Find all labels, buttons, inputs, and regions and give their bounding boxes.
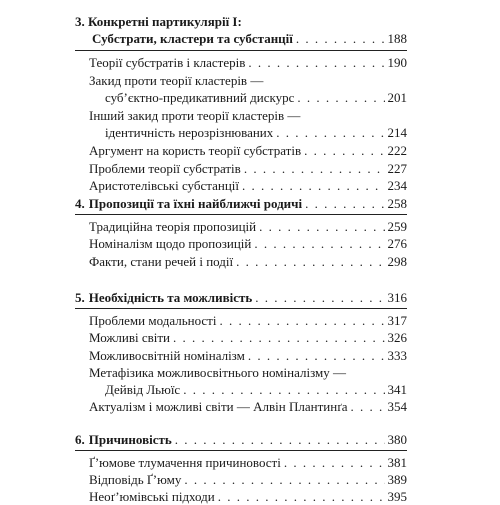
toc-entry[interactable]: Аристотелівські субстанції . . . 234	[89, 178, 407, 194]
leader-dots	[242, 178, 384, 194]
leader-dots	[248, 348, 385, 364]
chapter-4-number: 4.	[75, 196, 85, 211]
toc-entry[interactable]: Проблеми теорії субстратів . . . 227	[89, 161, 407, 177]
chapter-3-heading[interactable]	[92, 31, 407, 47]
toc-entry[interactable]: Відповідь Ґ’юму . . . 389	[89, 472, 407, 488]
toc-entry[interactable]: Теорії субстратів і кластерів . . . 190	[89, 55, 407, 71]
toc-entry[interactable]: Традиційна теорія пропозицій . . . 259	[89, 219, 407, 235]
chapter-3-rule	[75, 50, 407, 51]
chapter-6-heading[interactable]	[75, 432, 407, 448]
toc-entry[interactable]: Номіналізм щодо пропозицій . . . 276	[89, 236, 407, 252]
leader-dots	[248, 55, 384, 71]
leader-dots	[218, 489, 385, 505]
chapter-6-rule	[75, 450, 407, 451]
toc-entry[interactable]: Актуалізм і можливі світи — Алвін Плантинґа . . . 354	[89, 399, 407, 415]
leader-dots	[284, 455, 385, 471]
chapter-5-page: 316	[387, 290, 407, 305]
toc-entry[interactable]: ідентичність нерозрізнюваних . . . 214	[105, 125, 407, 141]
leader-dots	[244, 161, 385, 177]
chapter-6-number: 6.	[75, 432, 85, 447]
chapter-5-rule	[75, 308, 407, 309]
toc-entry[interactable]: Можливі світи . . . 326	[89, 330, 407, 346]
leader-dots	[219, 313, 384, 329]
chapter-5-number: 5.	[75, 290, 85, 305]
toc-entry[interactable]: Факти, стани речей і події . . . 298	[89, 254, 407, 270]
chapter-6-page: 380	[387, 432, 407, 447]
chapter-3-page: 188	[387, 31, 407, 46]
leader-dots	[184, 472, 384, 488]
leader-dots	[297, 90, 384, 106]
chapter-4-rule	[75, 214, 407, 215]
leader-dots	[304, 143, 384, 159]
leader-dots	[296, 31, 385, 47]
toc-entry[interactable]: Ґ’юмове тлумачення причиновості . . . 381	[89, 455, 407, 471]
leader-dots	[276, 125, 384, 141]
toc-entry[interactable]: Неоґ’юмівські підходи . . . 395	[89, 489, 407, 505]
toc-entry-line1: Метафізика можливосвітнього номіналізму —	[89, 365, 346, 380]
leader-dots	[183, 382, 384, 398]
leader-dots	[236, 254, 384, 270]
chapter-5-heading[interactable]	[75, 290, 407, 306]
toc-entry[interactable]: суб’єктно-предикативний дискурс . . . 201	[105, 90, 407, 106]
toc-entry-line1: Інший закид проти теорії кластерів —	[89, 108, 301, 123]
leader-dots	[351, 399, 385, 415]
leader-dots	[255, 290, 384, 306]
toc-entry[interactable]: Дейвід Льюїс . . . 341	[105, 382, 407, 398]
leader-dots	[175, 432, 385, 448]
chapter-3-title-line1	[75, 14, 242, 30]
chapter-3-title-second: Субстрати, кластери та субстанції	[92, 31, 293, 46]
chapter-3-title-first: Конкретні партикулярії І:	[88, 14, 242, 29]
chapter-6-title: Причиновість	[88, 432, 172, 447]
chapter-4-heading[interactable]	[75, 196, 407, 212]
toc-entry[interactable]: Можливосвітній номіналізм . . . 333	[89, 348, 407, 364]
chapter-4-title: Пропозиції та їхні найближчі родичі	[88, 196, 303, 211]
leader-dots	[259, 219, 384, 235]
chapter-4-page: 258	[387, 196, 407, 211]
leader-dots	[173, 330, 385, 346]
toc-entry[interactable]: Проблеми модальності . . . 317	[89, 313, 407, 329]
chapter-5-title: Необхідність та можливість	[88, 290, 253, 305]
leader-dots	[254, 236, 384, 252]
toc-entry[interactable]: Аргумент на користь теорії субстратів . . . 222	[89, 143, 407, 159]
leader-dots	[305, 196, 384, 212]
toc-entry-line1: Закид проти теорії кластерів —	[89, 73, 264, 88]
chapter-3-number: 3.	[75, 14, 85, 29]
